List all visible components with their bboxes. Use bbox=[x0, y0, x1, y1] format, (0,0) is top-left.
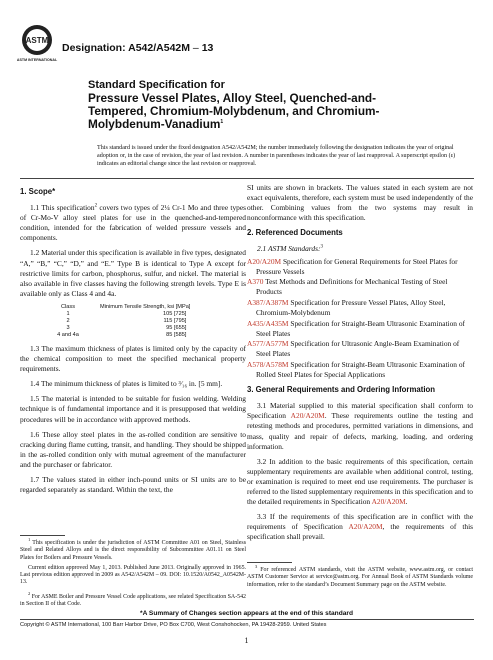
list-item: A370 Test Methods and Definitions for Mechanical Testing of Steel Products bbox=[247, 277, 448, 297]
strength-table bbox=[42, 304, 196, 339]
designation-year: 13 bbox=[201, 42, 214, 54]
table-row: 4 and 4a 85 [585] bbox=[57, 331, 187, 338]
logo-text: ASTM INTERNATIONAL bbox=[16, 58, 58, 62]
list-item: A577/A577M Specification for Ultrasonic Angle-Beam Examination of Steel Plates bbox=[247, 339, 460, 359]
footnote-2: $^2$ For ASME Boiler and Pressure Vessel Code applications, see related Specification SA-542 in Section II of that Code. bbox=[20, 590, 246, 608]
standard-link[interactable]: A387/A387M bbox=[247, 297, 289, 307]
title-line-4: Molybdenum-Vanadium bbox=[88, 117, 221, 131]
standard-notice: This standard is issued under the fixed designation A542/A542M; the number immediately following the designation indicates the year of original adoption or, in the case of revision, the year of last revision. A number in parentheses indicates the year of last reapproval. A superscript epsilon (ε) indicates an editorial change since the last revision or reapproval. bbox=[97, 145, 456, 167]
footnotes-right bbox=[247, 562, 473, 592]
paragraph-3-1: 3.1 Material supplied to this material specification shall conform to Specification A20/A20M. These requirements outline the testing and retesting methods and procedures, permitted variations in dimensions, and mass, quality and repair of defects, marking, loading, and ordering information. bbox=[247, 401, 473, 451]
table-row: 1 105 [725] bbox=[66, 310, 187, 317]
scope-heading: 1. Scope* bbox=[20, 187, 56, 196]
standard-link[interactable]: A577/A577M bbox=[247, 339, 289, 349]
paragraph-1-7-cont: SI units are shown in brackets. The values stated in each system are not exact equivalents, therefore, each system must be used independently of the other. Combining values from the two systems may result in nonconformance with this specification. bbox=[247, 183, 473, 223]
standard-link[interactable]: A435/A435M bbox=[247, 318, 289, 328]
astm-logo bbox=[16, 24, 58, 64]
document-title bbox=[88, 79, 398, 131]
paragraph-1-6: 1.6 These alloy steel plates in the as-rolled condition are sensitive to cracking during flame cutting, transit, and handling. They should be shipped in the as-rolled condition only with mutual agreement of the manufacturer and the purchaser or fabricator. bbox=[20, 429, 246, 469]
astm-standards-label: 2.1 ASTM Standards:$^3$ bbox=[257, 244, 323, 254]
paragraph-1-1: 1.1 This specification$^2$ covers two types of 2¼ Cr-1 Mo and three types of Cr-Mo-V alloy steel plates for use in the quenched-and-tempered condition, intended for the fabrication of welded pressure vessels and components. bbox=[20, 203, 246, 243]
designation-code: A542/A542M bbox=[128, 42, 190, 54]
paragraph-1-4: 1.4 The minimum thickness of plates is limited to ³⁄₁₆ in. [5 mm]. bbox=[30, 379, 223, 389]
list-item: A20/A20M Specification for General Requirements for Steel Plates for Pressure Vessels bbox=[247, 256, 458, 276]
paragraph-1-3: 1.3 The maximum thickness of plates is limited only by the capacity of the chemical composition to meet the specified mechanical property requirements. bbox=[20, 343, 246, 374]
table-row: 2 115 [795] bbox=[66, 317, 187, 324]
copyright-line: Copyright © ASTM International, 100 Barr Harbor Drive, PO Box C700, West Conshohocken, PA 19428-2959. United States bbox=[20, 622, 327, 628]
title-footnote-ref: 1 bbox=[220, 119, 224, 126]
standard-link[interactable]: A578/A578M bbox=[247, 360, 289, 369]
standard-link[interactable]: A20/A20M bbox=[348, 522, 383, 532]
list-item: A387/A387M Specification for Pressure Vessel Plates, Alloy Steel, Chromium-Molybdenum bbox=[247, 297, 446, 318]
table-row: 3 95 [655] bbox=[66, 324, 187, 331]
list-item: A578/A578M Specification for Straight-Beam Ultrasonic Examination of Rolled Steel Plates for Special Applications bbox=[247, 360, 465, 380]
footnote-1: $^1$ This specification is under the jurisdiction of ASTM Committee A01 on Steel, Stainless Steel and Related Alloys and is the direct responsibility of Subcommittee A01.11 on Steel Plates for Boilers and Pressure Vessels. bbox=[20, 537, 246, 561]
standard-link[interactable]: A20/A20M bbox=[371, 497, 406, 507]
designation bbox=[62, 42, 213, 54]
standard-link[interactable]: A20/A20M bbox=[247, 256, 282, 266]
page-number: 1 bbox=[244, 636, 249, 645]
header-divider bbox=[20, 178, 474, 179]
paragraph-1-7: 1.7 The values stated in either inch-pound units or SI units are to be regarded separately as standard. Within the text, the bbox=[20, 474, 246, 495]
paragraph-3-2: 3.2 In addition to the basic requirements of this specification, certain supplementary requirements are available when additional control, testing, or examination is required to meet end use requirements. The purchaser is referred to the listed supplementary requirements in this specification and to the detailed requirements in Specification A20/A20M. bbox=[247, 456, 473, 507]
designation-label: Designation: bbox=[62, 42, 126, 54]
paragraph-1-2: 1.2 Material under this specification is available in five types, designated “A,” “B,” “C,” “D,” and “E.” Type B is identical to Type A except for restrictive limits for carbon, phosphorus, sulfur, and nickel. The material is also available in five classes having the following strength levels. Type E is available only as Class 4 and 4a. bbox=[20, 248, 246, 298]
table-header-strength: Minimum Tensile Strength, ksi [MPa] bbox=[100, 303, 191, 310]
referenced-standards-list bbox=[247, 257, 473, 381]
standard-link[interactable]: A370 bbox=[247, 277, 264, 287]
general-requirements-heading: 3. General Requirements and Ordering Information bbox=[247, 385, 436, 395]
list-item: A435/A435M Specification for Straight-Beam Ultrasonic Examination of Steel Plates bbox=[247, 318, 465, 338]
designation-dash: – bbox=[192, 42, 199, 54]
footnote-3: $^3$ For referenced ASTM standards, visit the ASTM website, www.astm.org, or contact ASTM Customer Service at service@astm.org. For Annual Book of ASTM Standards volume information, refer to the standard’s Document Summary page on the ASTM website. bbox=[247, 564, 474, 588]
paragraph-1-5: 1.5 The material is intended to be suitable for fusion welding. Welding technique is of fundamental importance and it is presupposed that welding procedures will be in accordance with approved methods. bbox=[20, 394, 246, 424]
table-header-class: Class bbox=[61, 303, 75, 310]
footnotes-left bbox=[20, 535, 246, 611]
paragraph-3-3: 3.3 If the requirements of this specification are in conflict with the requirements of Specification A20/A20M, the requirements of this specification shall prevail. bbox=[247, 512, 473, 542]
standard-link[interactable]: A20/A20M bbox=[290, 411, 325, 421]
svg-text:ASTM: ASTM bbox=[25, 36, 49, 45]
summary-of-changes-note: *A Summary of Changes section appears at the end of this standard bbox=[140, 610, 353, 617]
left-column bbox=[20, 183, 246, 500]
footer-divider bbox=[20, 619, 474, 620]
referenced-documents-heading: 2. Referenced Documents bbox=[247, 228, 343, 238]
title-line-2: Pressure Vessel Plates, Alloy Steel, Quenched-and- bbox=[88, 91, 377, 105]
title-line-3: Tempered, Chromium-Molybdenum, and Chromium- bbox=[88, 104, 380, 118]
title-line-1: Standard Specification for bbox=[88, 79, 225, 91]
footnote-1b: Current edition approved May 1, 2013. Published June 2013. Originally approved in 1965. Last previous edition approved in 2009 as A542/A542M – 09. DOI: 10.1520/A0542_A0542M-13. bbox=[20, 564, 246, 586]
right-column bbox=[247, 183, 473, 548]
